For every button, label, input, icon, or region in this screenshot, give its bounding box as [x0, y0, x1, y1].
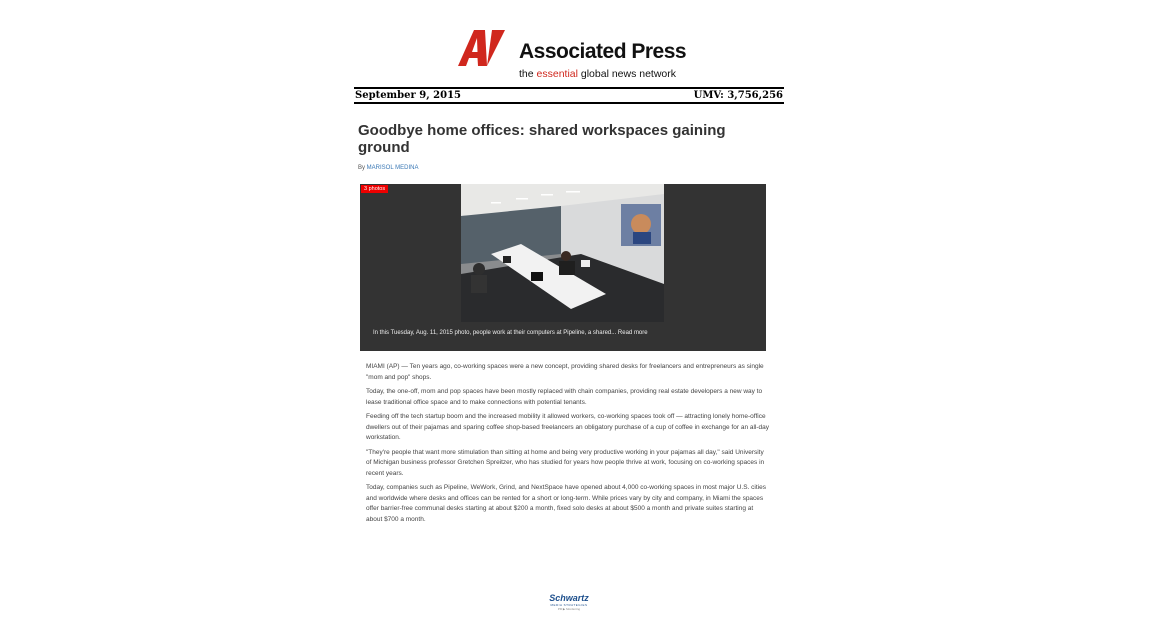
- ap-logo[interactable]: [458, 28, 688, 82]
- article-title: Goodbye home offices: shared workspaces gaining ground: [358, 122, 726, 156]
- byline: By MARISOL MEDINA: [358, 165, 419, 171]
- article-paragraph: Feeding off the tech startup boom and the increased mobility it allowed workers, co-working spaces took off — attracting lonely home-office dwellers out of their pajamas and sparing coffee shop-based freelancers an obligatory purchase of a cup of coffee in exchange for an all-day workstation.: [366, 413, 770, 441]
- article-paragraph: "They're people that want more stimulation than sitting at home and being very productive working in your pajamas all day," said University of Michigan business professor Gretchen Spreitzer, who has studied for years how people thrive at work, focusing on co-working spaces in recent years.: [366, 448, 765, 477]
- article-paragraph: Today, companies such as Pipeline, WeWork, Grind, and NextSpace have opened about 4,000 co-working spaces in most major U.S. cities and worldwide where desks and offices can be rented for a short or long-term. While prices vary by city and company, in Miami the spaces offer barrier-free communal desks starting at about $200 a month, fixed solo desks at about $500 a month and private suites starting at about $700 a month.: [366, 484, 766, 523]
- article-photo[interactable]: [461, 184, 664, 322]
- brand-tagline: the essential global news network: [519, 68, 677, 80]
- publication-date: September 9, 2015: [355, 90, 461, 101]
- photo-caption: In this Tuesday, Aug. 11, 2015 photo, people work at their computers at Pipeline, a shared... Read more: [373, 330, 648, 336]
- umv-count: UMV: 3,756,256: [693, 90, 783, 101]
- clipping-page: [354, 0, 784, 642]
- photo-count-badge[interactable]: 3 photos: [361, 185, 388, 193]
- bottom-rule: [354, 102, 784, 104]
- photo-gallery[interactable]: [360, 184, 766, 351]
- brand-name: Associated Press: [519, 40, 687, 63]
- author-link[interactable]: MARISOL MEDINA: [366, 165, 419, 171]
- article-body: [366, 362, 770, 529]
- top-rule: [354, 87, 784, 89]
- schwartz-logo: Schwartz MEDIA STRATEGIES PR ▶ Monitoring: [549, 593, 589, 611]
- article-paragraph: Today, the one-off, mom and pop spaces have been mostly replaced with chain companies, providing real estate developers a new way to lease traditional office space and to make connections with potential tenants.: [366, 388, 763, 406]
- ap-mark-icon: [458, 28, 516, 70]
- article-paragraph: MIAMI (AP) — Ten years ago, co-working spaces were a new concept, providing shared desks for freelancers and entrepreneurs as single "mom and pop" shops.: [366, 363, 764, 381]
